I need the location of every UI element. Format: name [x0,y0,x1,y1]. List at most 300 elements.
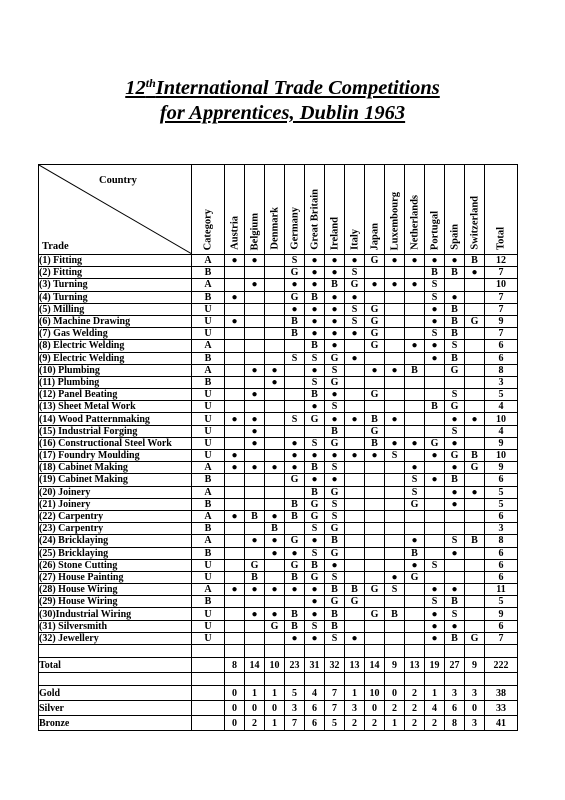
spacer-cell [485,645,518,658]
medal-count-cell: 2 [425,716,445,731]
country-header [405,165,425,255]
result-cell: ● [425,474,445,486]
result-cell: B [425,267,445,279]
row-total-cell: 6 [485,474,518,486]
result-cell [225,498,245,510]
result-cell: ● [385,571,405,583]
spacer-cell [405,673,425,686]
result-cell [245,303,265,315]
category-cell: B [192,523,225,535]
country-total-cell: 13 [405,658,425,673]
result-cell [305,425,325,437]
spacer-cell [485,673,518,686]
result-cell: ● [325,303,345,315]
spacer-cell [225,645,245,658]
result-cell: S [445,608,465,620]
medal-count-cell: 0 [465,701,485,716]
result-cell: B [265,523,285,535]
header-row [39,165,518,255]
result-cell [425,486,445,498]
result-cell [265,450,285,462]
total-header-label: Total [495,227,507,250]
category-cell [192,716,225,731]
result-cell [385,474,405,486]
country-header-label: Italy [349,229,360,250]
result-cell: ● [305,584,325,596]
trade-name-cell: (6) Machine Drawing [39,315,192,327]
medal-count-cell: 1 [265,716,285,731]
result-cell: B [465,255,485,267]
result-cell: S [325,571,345,583]
result-cell: ● [425,303,445,315]
result-cell: ● [445,413,465,425]
result-cell [405,620,425,632]
result-cell [425,413,445,425]
result-cell: ● [365,279,385,291]
result-cell [405,389,425,401]
trade-name-cell: (20) Joinery [39,486,192,498]
table-row [39,523,518,535]
result-cell [225,559,245,571]
result-cell [285,401,305,413]
result-cell [465,389,485,401]
table-row [39,413,518,425]
spacer-cell [465,673,485,686]
country-header-label: Great Britain [309,189,320,250]
result-cell [465,376,485,388]
category-cell: U [192,559,225,571]
result-cell: B [305,486,325,498]
result-cell: B [405,364,425,376]
trade-name-cell: (14) Wood Patternmaking [39,413,192,425]
category-cell: B [192,547,225,559]
result-cell: ● [285,279,305,291]
result-cell: B [445,267,465,279]
result-cell [385,303,405,315]
result-cell [405,608,425,620]
medal-label: Bronze [39,716,192,731]
result-cell: S [285,413,305,425]
result-cell: ● [265,462,285,474]
spacer-cell [265,673,285,686]
category-cell: A [192,584,225,596]
result-cell [245,547,265,559]
country-header [425,165,445,255]
result-cell: B [325,425,345,437]
result-cell [265,425,285,437]
category-cell: U [192,437,225,449]
medal-total-cell: 33 [485,701,518,716]
result-cell [265,559,285,571]
result-cell: G [305,510,325,522]
result-cell: B [425,401,445,413]
result-cell [245,486,265,498]
result-cell: S [325,510,345,522]
result-cell: G [365,584,385,596]
medal-count-cell: 0 [225,686,245,701]
result-cell: G [285,559,305,571]
result-cell [405,510,425,522]
row-total-cell: 5 [485,596,518,608]
trade-name-cell: (11) Plumbing [39,376,192,388]
medal-count-cell: 2 [365,716,385,731]
result-cell: B [305,291,325,303]
category-cell: A [192,486,225,498]
result-cell: ● [245,389,265,401]
result-cell [405,303,425,315]
result-cell [365,291,385,303]
result-cell [365,632,385,644]
result-cell: ● [265,510,285,522]
table-row [39,255,518,267]
result-cell [425,571,445,583]
result-cell: G [365,425,385,437]
result-cell: S [325,462,345,474]
result-cell [365,523,385,535]
result-cell: ● [425,255,445,267]
result-cell [245,376,265,388]
result-cell [245,596,265,608]
spacer-row [39,645,518,658]
medal-count-cell: 3 [465,686,485,701]
country-header [265,165,285,255]
result-cell [245,498,265,510]
result-cell: G [325,596,345,608]
result-cell [425,425,445,437]
result-cell: B [325,620,345,632]
result-cell [385,376,405,388]
spacer-cell [305,673,325,686]
trade-name-cell: (13) Sheet Metal Work [39,401,192,413]
result-cell: ● [465,267,485,279]
result-cell [265,315,285,327]
trade-name-cell: (9) Electric Welding [39,352,192,364]
result-cell: ● [405,559,425,571]
trade-name-cell: (22) Carpentry [39,510,192,522]
result-cell [345,620,365,632]
result-cell [345,486,365,498]
result-cell: G [285,535,305,547]
result-cell [445,510,465,522]
total-row [39,658,518,673]
country-total-cell: 23 [285,658,305,673]
result-cell [465,559,485,571]
category-cell: B [192,474,225,486]
result-cell [345,462,365,474]
country-header [385,165,405,255]
row-total-cell: 3 [485,523,518,535]
result-cell [245,315,265,327]
result-cell: ● [445,255,465,267]
spacer-cell [39,673,192,686]
category-cell: A [192,279,225,291]
result-cell: ● [305,632,325,644]
category-cell: U [192,315,225,327]
result-cell: ● [345,632,365,644]
result-cell [425,376,445,388]
result-cell [265,498,285,510]
row-total-cell: 8 [485,535,518,547]
result-cell: ● [245,535,265,547]
medal-row [39,701,518,716]
result-cell: G [445,450,465,462]
page-title-line-2: for Apprentices, Dublin 1963 [159,102,406,124]
result-cell [265,303,285,315]
result-cell: B [445,474,465,486]
result-cell [425,535,445,547]
trade-name-cell: (17) Foundry Moulding [39,450,192,462]
country-header-label: Luxembourg [389,191,400,250]
medal-count-cell: 0 [225,701,245,716]
result-cell: ● [225,450,245,462]
category-cell: B [192,352,225,364]
trade-name-cell: (18) Cabinet Making [39,462,192,474]
result-cell: B [325,584,345,596]
country-header-label: Portugal [429,210,440,250]
result-cell: ● [265,584,285,596]
result-cell: S [405,474,425,486]
country-header-label: Austria [229,216,240,250]
spacer-cell [265,645,285,658]
result-cell [285,389,305,401]
result-cell: G [325,486,345,498]
table-body [39,255,518,731]
result-cell: B [285,608,305,620]
result-cell: ● [265,547,285,559]
row-total-cell: 5 [485,486,518,498]
total-header [485,165,518,255]
result-cell: G [405,498,425,510]
result-cell: G [465,632,485,644]
result-cell: S [425,279,445,291]
result-cell: ● [285,584,305,596]
result-cell: ● [425,608,445,620]
result-cell [405,376,425,388]
result-cell [465,328,485,340]
result-cell: B [285,620,305,632]
table-row [39,498,518,510]
medal-count-cell: 2 [405,701,425,716]
spacer-cell [445,673,465,686]
result-cell: G [405,571,425,583]
result-cell [405,267,425,279]
result-cell: ● [325,267,345,279]
spacer-cell [345,645,365,658]
result-cell: S [305,523,325,535]
result-cell: ● [445,437,465,449]
medal-count-cell: 2 [385,701,405,716]
result-cell [245,632,265,644]
result-cell [225,364,245,376]
result-cell: ● [425,352,445,364]
result-cell: B [285,571,305,583]
result-cell: ● [425,584,445,596]
result-cell: ● [305,255,325,267]
country-header-label: Spain [449,224,460,250]
medal-count-cell: 0 [225,716,245,731]
medal-count-cell: 1 [245,686,265,701]
result-cell [405,523,425,535]
result-cell [465,401,485,413]
title-ordinal-number: 12 [125,77,146,99]
result-cell [385,559,405,571]
result-cell: G [445,364,465,376]
result-cell: G [305,413,325,425]
result-cell: ● [325,450,345,462]
category-cell: A [192,255,225,267]
result-cell [225,571,245,583]
result-cell: G [425,437,445,449]
category-cell [192,686,225,701]
result-cell: ● [405,255,425,267]
result-cell: ● [305,267,325,279]
country-header [225,165,245,255]
result-cell [225,401,245,413]
result-cell: B [285,510,305,522]
result-cell [365,474,385,486]
result-cell: ● [245,279,265,291]
result-cell: ● [445,462,465,474]
result-cell: ● [445,486,465,498]
result-cell: S [445,389,465,401]
trade-name-cell: (25) Bricklaying [39,547,192,559]
category-cell: U [192,303,225,315]
spacer-cell [192,673,225,686]
result-cell [465,352,485,364]
result-cell: G [285,267,305,279]
result-cell: ● [385,255,405,267]
result-cell: ● [445,291,465,303]
medal-count-cell: 10 [365,686,385,701]
table-row [39,486,518,498]
row-total-cell: 5 [485,498,518,510]
result-cell [385,620,405,632]
table-row [39,462,518,474]
result-cell: G [325,437,345,449]
result-cell [445,571,465,583]
result-cell: ● [325,255,345,267]
corner-header-cell [39,165,192,255]
trade-name-cell: (26) Stone Cutting [39,559,192,571]
result-cell [465,608,485,620]
result-cell [385,535,405,547]
medal-count-cell: 3 [285,701,305,716]
result-cell: ● [345,328,365,340]
result-cell: ● [305,303,325,315]
result-cell [405,352,425,364]
table-row [39,279,518,291]
medal-total-cell: 41 [485,716,518,731]
category-cell: U [192,571,225,583]
medal-count-cell: 0 [265,701,285,716]
result-cell: ● [245,462,265,474]
medal-count-cell: 6 [305,701,325,716]
result-cell: G [305,571,325,583]
medal-count-cell: 0 [385,686,405,701]
result-cell: ● [445,547,465,559]
result-cell [345,425,365,437]
result-cell: ● [305,596,325,608]
result-cell [265,340,285,352]
trade-name-cell: (3) Turning [39,279,192,291]
result-cell [465,279,485,291]
result-cell: G [325,523,345,535]
result-cell [265,413,285,425]
result-cell: B [285,328,305,340]
title-ordinal-suffix: th [145,76,156,90]
result-cell [265,437,285,449]
medal-count-cell: 1 [345,686,365,701]
result-cell [265,255,285,267]
result-cell [405,315,425,327]
medal-count-cell: 0 [365,701,385,716]
medal-count-cell: 2 [405,716,425,731]
result-cell [445,279,465,291]
medal-count-cell: 4 [425,701,445,716]
medal-count-cell: 7 [285,716,305,731]
result-cell [465,340,485,352]
category-cell: U [192,608,225,620]
result-cell [265,571,285,583]
result-cell [465,584,485,596]
result-cell: ● [385,364,405,376]
spacer-cell [245,673,265,686]
medal-count-cell: 2 [245,716,265,731]
result-cell: ● [385,437,405,449]
medal-count-cell: 5 [285,686,305,701]
country-total-cell: 32 [325,658,345,673]
result-cell: S [305,376,325,388]
table-row [39,389,518,401]
result-cell: S [305,352,325,364]
result-cell [365,547,385,559]
result-cell [465,364,485,376]
result-cell: S [405,486,425,498]
country-total-cell: 9 [465,658,485,673]
trade-name-cell: (1) Fitting [39,255,192,267]
table-row [39,352,518,364]
result-cell [265,291,285,303]
trade-name-cell: (24) Bricklaying [39,535,192,547]
result-cell: B [305,389,325,401]
result-cell [285,364,305,376]
category-cell: A [192,462,225,474]
result-cell: ● [405,535,425,547]
result-cell [385,291,405,303]
spacer-cell [325,673,345,686]
spacer-cell [445,645,465,658]
result-cell: ● [425,340,445,352]
country-total-cell: 19 [425,658,445,673]
result-cell [385,315,405,327]
result-cell [285,523,305,535]
result-cell [385,401,405,413]
category-cell [192,658,225,673]
trade-name-cell: (31) Silversmith [39,620,192,632]
result-cell: ● [425,315,445,327]
result-cell: S [305,620,325,632]
result-cell: S [425,291,445,303]
country-header-label: Netherlands [409,195,420,250]
result-cell: ● [305,608,325,620]
result-cell [345,474,365,486]
trade-name-cell: (15) Industrial Forging [39,425,192,437]
result-cell: ● [425,632,445,644]
result-cell: B [285,498,305,510]
country-total-cell: 10 [265,658,285,673]
medal-label: Gold [39,686,192,701]
title-line-1-text: International Trade Competitions [155,77,440,99]
